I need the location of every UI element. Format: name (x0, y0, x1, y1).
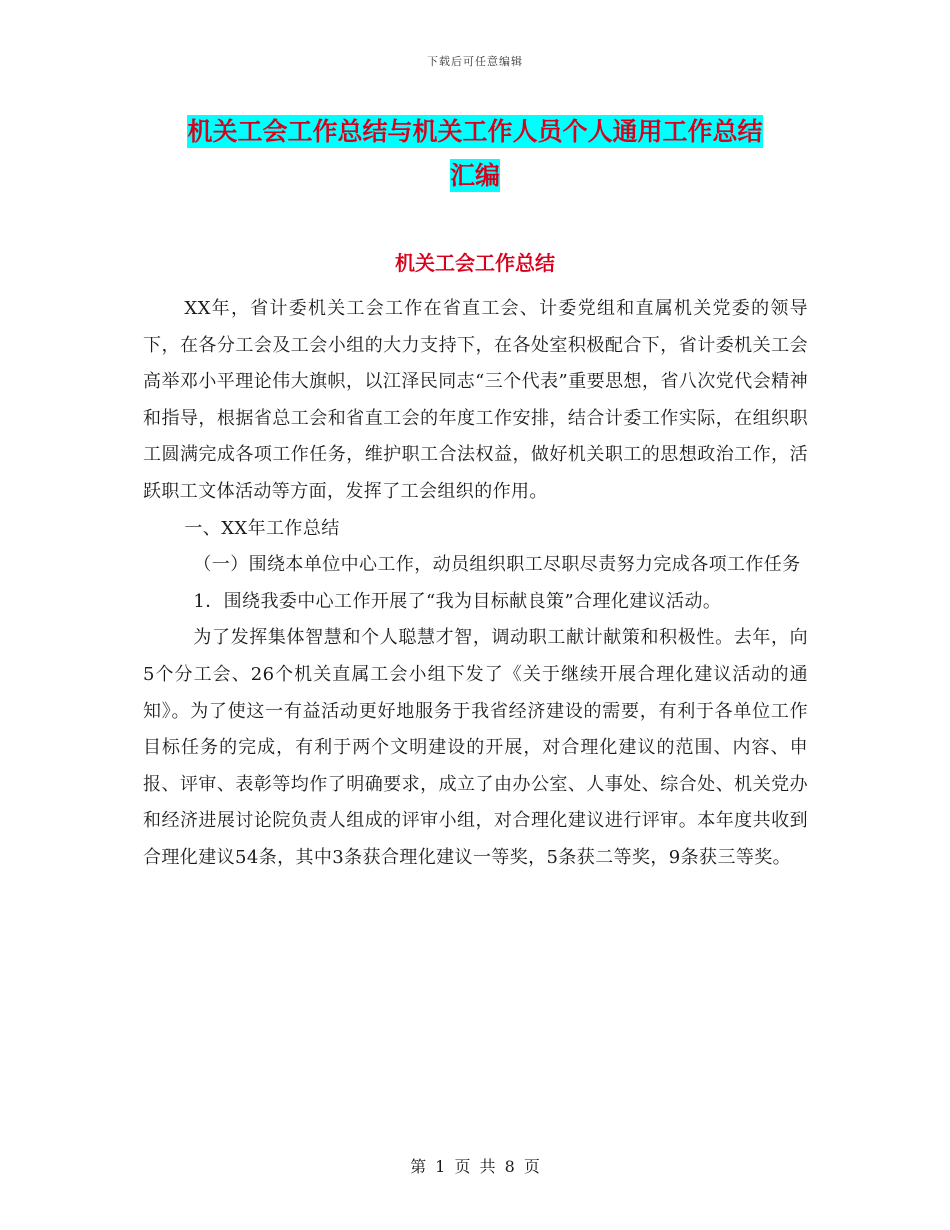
paragraph-intro: XX年，省计委机关工会工作在省直工会、计委党组和直属机关党委的领导下，在各分工会及工会小组的大力支持下，在各处室积极配合下，省计委机关工会高举邓小平理论伟大旗帜，以江泽民同志“三个代表”重要思想，省八次党代会精神和指导，根据省总工会和省直工会的年度工作安排，结合计委工作实际，在组织职工圆满完成各项工作任务，维护职工合法权益，做好机关职工的思想政治工作，活跃职工文体活动等方面，发挥了工会组织的作用。 (143, 298, 808, 502)
document-title (0, 110, 950, 198)
document-title-line-2: 汇编 (449, 161, 500, 190)
page-footer: 第 1 页 共 8 页 (410, 1157, 540, 1176)
paragraph-detail: 为了发挥集体智慧和个人聪慧才智，调动职工献计献策和积极性。去年，向5个分工会、26个机关直属工会小组下发了《关于继续开展合理化建议活动的通知》。为了使这一有益活动更好地服务于我省经济建设的需要，有利于各单位工作目标任务的完成，有利于两个文明建设的开展，对合理化建议的范围、内容、申报、评审、表彰等均作了明确要求，成立了由办公室、人事处、综合处、机关党办和经济进展讨论院负责人组成的评审小组，对合理化建议进行评审。本年度共收到合理化建议54条，其中3条获合理化建议一等奖，5条获二等奖，9条获三等奖。 (143, 627, 808, 868)
paragraph-item-1: 1．围绕我委中心工作开展了“我为目标献良策”合理化建议活动。 (193, 590, 722, 612)
header-note: 下载后可任意编辑 (427, 55, 523, 68)
paragraph-subheading-1: （一）围绕本单位中心工作，动员组织职工尽职尽责努力完成各项工作任务 (193, 554, 801, 576)
section-title: 机关工会工作总结 (395, 251, 555, 275)
paragraph-heading-1: 一、XX年工作总结 (184, 517, 340, 539)
document-body (143, 291, 808, 877)
document-title-line-1: 机关工会工作总结与机关工作人员个人通用工作总结 (187, 117, 763, 146)
